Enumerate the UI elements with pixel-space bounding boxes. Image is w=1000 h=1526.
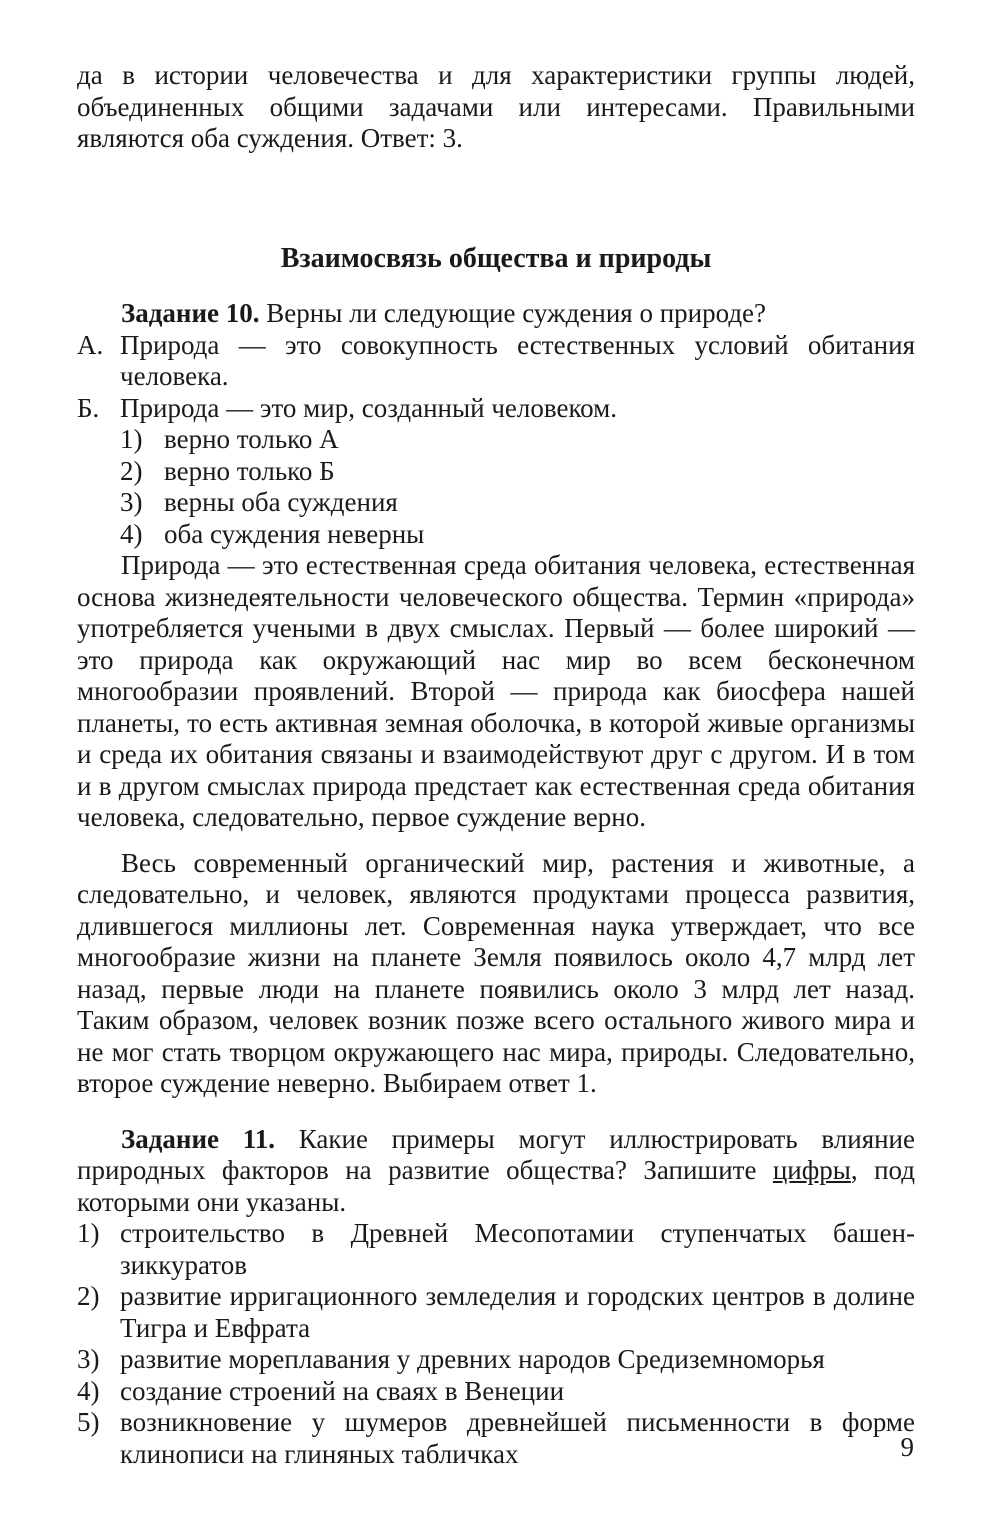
list-item-number: 4) <box>77 1375 100 1406</box>
list-item-text: развитие мореплавания у древних народов Средиземноморья <box>120 1344 825 1374</box>
statement-a <box>77 330 915 393</box>
task11-item-2 <box>77 1281 915 1344</box>
page-content <box>77 60 915 1470</box>
option-number: 4) <box>120 518 143 549</box>
statement-text: Природа — это мир, созданный человеком. <box>120 392 618 423</box>
statement-label: Б. <box>77 392 100 423</box>
list-item-text: создание строений на сваях в Венеции <box>120 1375 565 1406</box>
statement-text: Природа — это совокупность естественных условий обитания человека. <box>120 329 915 391</box>
task11-question-before: Какие примеры могут иллюстрировать влияние природных факторов на развитие общества? Запишите <box>77 1123 915 1185</box>
task11-item-5 <box>77 1407 915 1470</box>
task10-question <box>77 298 915 330</box>
statement-label: А. <box>77 329 104 360</box>
option-number: 3) <box>120 487 143 517</box>
task11-item-3 <box>77 1344 915 1376</box>
option-3 <box>120 487 915 519</box>
option-text: оба суждения неверны <box>164 518 425 549</box>
option-4 <box>120 519 915 551</box>
task11-question <box>77 1124 915 1219</box>
task10-question-text: Верны ли следующие суждения о природе? <box>259 298 767 328</box>
option-number: 1) <box>120 424 143 454</box>
task11-question-underlined: цифры <box>772 1155 851 1185</box>
task10-explanation-2: Весь современный органический мир, растения и животные, а следовательно, и человек, являются продуктами процесса развития, длившегося миллионы лет. Современная наука утверждает, что все многообразие жизни на планете Земля появилось около 4,7 млрд лет назад, первые люди на планете появились около 3 млрд лет назад. Таким образом, человек возник позже всего остального живого мира и не мог стать творцом окружающего нас мира, природы. Следовательно, второе суждение неверно. Выбираем ответ 1. <box>77 847 915 1098</box>
task11-question-after: , под которыми они указаны. <box>77 1155 915 1217</box>
option-number: 2) <box>120 455 143 486</box>
task11-item-4 <box>77 1376 915 1408</box>
task10-label: Задание 10. <box>121 298 260 328</box>
intro-paragraph: да в истории человечества и для характеристики группы людей, объединенных общими задачами или интересами. Правильными являются оба суждения. Ответ: 3. <box>77 60 915 153</box>
option-1 <box>120 424 915 456</box>
task10-explanation-1: Природа — это естественная среда обитания человека, естественная основа жизнедеятельности человеческого общества. Термин «природа» употребляется учеными в двух смыслах. Первый — более широкий — это природа как окружающий нас мир во всем бесконечном многообразии проявлений. Второй — природа как биосфера нашей планеты, то есть активная земная оболочка, в которой живые организмы и среда их обитания связаны и взаимодействуют друг с другом. И в том и в другом смыслах природа предстает как естественная среда обитания человека, следовательно, первое суждение верно. <box>77 550 915 832</box>
list-item-number: 3) <box>77 1344 100 1374</box>
list-item-text: развитие ирригационного земледелия и городских центров в долине Тигра и Евфрата <box>120 1281 915 1343</box>
list-item-number: 5) <box>77 1407 100 1437</box>
task11-item-1 <box>77 1218 915 1281</box>
page-number: 9 <box>900 1432 914 1462</box>
list-item-number: 2) <box>77 1281 100 1311</box>
list-item-number: 1) <box>77 1218 100 1248</box>
option-2 <box>120 456 915 488</box>
list-item-text: возникновение у шумеров древнейшей письменности в форме клинописи на глиняных табличках <box>120 1407 915 1469</box>
option-text: верны оба суждения <box>164 487 398 517</box>
section-title: Взаимосвязь общества и природы <box>280 242 712 274</box>
list-item-text: строительство в Древней Месопотамии ступенчатых башен-зиккуратов <box>120 1218 915 1280</box>
task11-label: Задание 11. <box>121 1123 276 1154</box>
option-text: верно только А <box>164 424 339 454</box>
statement-b <box>77 393 915 425</box>
option-text: верно только Б <box>164 455 335 486</box>
